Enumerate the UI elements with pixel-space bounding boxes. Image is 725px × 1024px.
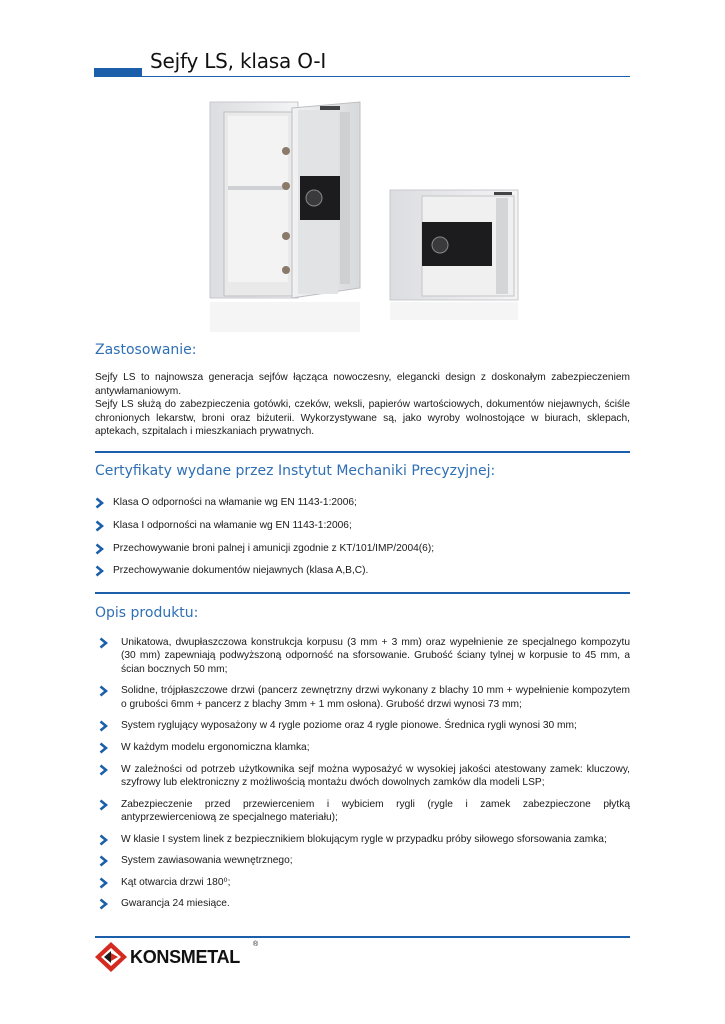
chevron-right-icon (99, 898, 108, 910)
list-item: W każdym modelu ergonomiczna klamka; (99, 741, 630, 754)
zastosowanie-paragraph-2: Sejfy LS służą do zabezpieczenia gotówki, czeków, weksli, papierów wartościowych, dokumentów niejawnych, ściśle chronionych lekarstw, broni oraz biżuterii. Wykorzystywane są, jako wyroby wolnostojące w biurach, sklepach, aptekach, szpitalach i mieszkaniach prywatnych. (95, 399, 630, 438)
list-item: Zabezpieczenie przed przewierceniem i wybiciem rygli (rygle i zamek zabezpieczone płytką antyprzewierceniową ze specjalnego materiału); (99, 798, 630, 825)
section-heading-certyfikaty: Certyfikaty wydane przez Instytut Mechaniki Precyzyjnej: (95, 463, 496, 479)
chevron-right-icon (95, 543, 104, 555)
list-item: Gwarancja 24 miesiące. (99, 897, 630, 910)
list-item: Kąt otwarcia drzwi 180⁰; (99, 876, 630, 889)
konsmetal-logo-icon (94, 941, 128, 973)
zastosowanie-text (95, 371, 630, 439)
certificates-list (95, 496, 630, 587)
product-description-list (99, 636, 630, 919)
title-accent-bar (94, 68, 142, 77)
list-item: Unikatowa, dwupłaszczowa konstrukcja korpusu (3 mm + 3 mm) oraz wypełnienie ze specjalnego kompozytu (30 mm) zapewniają podwyższoną odporność na sforsowanie. Grubość ściany tylnej w korpusie to 45 mm, a ścian bocznych 50 mm; (99, 636, 630, 676)
title-underline (142, 76, 630, 77)
chevron-right-icon (99, 742, 108, 754)
safes-product-image (200, 98, 530, 340)
section-divider (95, 451, 630, 453)
section-heading-zastosowanie: Zastosowanie: (95, 342, 197, 358)
chevron-right-icon (99, 720, 108, 732)
list-item: Przechowywanie dokumentów niejawnych (klasa A,B,C). (95, 564, 630, 577)
zastosowanie-paragraph-1: Sejfy LS to najnowsza generacja sejfów łącząca nowoczesny, elegancki design z doskonałym zabezpieczeniem antywłamaniowym. (95, 372, 630, 397)
section-heading-opis: Opis produktu: (95, 605, 199, 621)
section-divider (95, 592, 630, 594)
chevron-right-icon (99, 799, 108, 811)
list-item: Klasa I odporności na włamanie wg EN 1143-1:2006; (95, 519, 630, 532)
list-item: Przechowywanie broni palnej i amunicji zgodnie z KT/101/IMP/2004(6); (95, 542, 630, 555)
chevron-right-icon (99, 855, 108, 867)
list-item: System zawiasowania wewnętrznego; (99, 854, 630, 867)
list-item: W klasie I system linek z bezpiecznikiem blokującym rygle w przypadku próby siłowego sforsowania zamka; (99, 833, 630, 846)
page-title: Sejfy LS, klasa O-I (150, 49, 327, 73)
brand-name: KONSMETAL (130, 947, 240, 967)
list-item: Klasa O odporności na włamanie wg EN 1143-1:2006; (95, 496, 630, 509)
registered-mark: ® (253, 941, 259, 948)
chevron-right-icon (95, 565, 104, 577)
chevron-right-icon (95, 520, 104, 532)
chevron-right-icon (99, 685, 108, 697)
list-item: W zależności od potrzeb użytkownika sejf można wyposażyć w wysokiej jakości atestowany zamek: kluczowy, szyfrowy lub elektroniczny z możliwością montażu dwóch dowolnych zamków dla modeli LSP; (99, 763, 630, 790)
chevron-right-icon (99, 764, 108, 776)
chevron-right-icon (95, 497, 104, 509)
chevron-right-icon (99, 637, 108, 649)
chevron-right-icon (99, 877, 108, 889)
list-item: System ryglujący wyposażony w 4 rygle poziome oraz 4 rygle pionowe. Średnica rygli wynosi 30 mm; (99, 719, 630, 732)
list-item: Solidne, trójpłaszczowe drzwi (pancerz zewnętrzny drzwi wykonany z blachy 10 mm + wypełnienie kompozytem o grubości 6mm + pancerz z blachy 3mm + 1 mm osłona). Grubość drzwi wynosi 73 mm; (99, 684, 630, 711)
footer-divider (95, 936, 630, 938)
chevron-right-icon (99, 834, 108, 846)
